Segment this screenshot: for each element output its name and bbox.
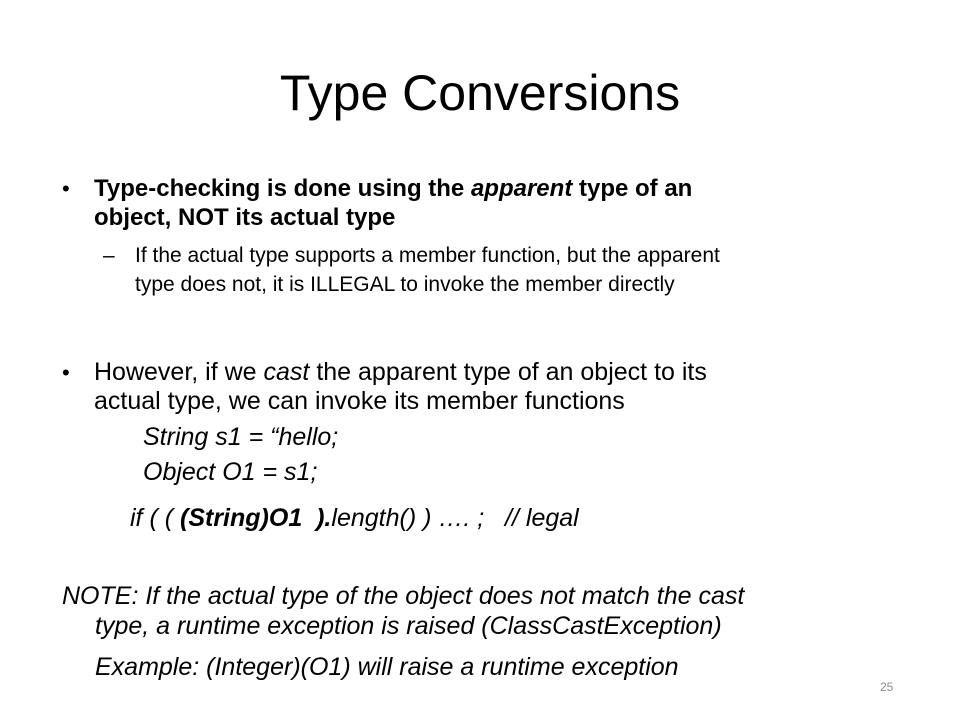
code-line2: Object O1 = s1; — [143, 458, 318, 486]
code-line1: String s1 = “hello; — [143, 423, 339, 451]
bullet2-emphasis: cast — [263, 358, 310, 386]
code-text: length() ) …. ; // legal — [331, 504, 579, 532]
bullet-marker: • — [62, 176, 70, 201]
page-number: 25 — [880, 680, 894, 694]
code-cast-highlight: (String)O1 ). — [180, 504, 332, 532]
sub-bullet-marker: – — [103, 244, 115, 267]
sub-bullet-line1: If the actual type supports a member function, but the apparent — [135, 244, 720, 267]
bullet1-emphasis: apparent — [470, 175, 573, 202]
sub-bullet-line2: type does not, it is ILLEGAL to invoke the member directly — [135, 273, 675, 296]
bullet2-text: However, if we — [94, 358, 264, 386]
bullet2-line2: actual type, we can invoke its member functions — [94, 387, 625, 415]
bullet-marker: • — [62, 360, 70, 385]
bullet1-line2: object, NOT its actual type — [94, 204, 396, 231]
bullet2-line1 — [94, 357, 707, 387]
code-line3 — [130, 503, 579, 533]
bullet2-text: the apparent type of an object to its — [309, 358, 707, 386]
note-line2: type, a runtime exception is raised (ClassCastException) — [95, 612, 722, 640]
bullet1-text: type of an — [572, 175, 693, 202]
bullet1-line1 — [94, 174, 692, 203]
note-example: Example: (Integer)(O1) will raise a runtime exception — [95, 653, 679, 681]
slide-title: Type Conversions — [279, 65, 681, 121]
note-line1: NOTE: If the actual type of the object does not match the cast — [62, 582, 745, 610]
code-text: if ( ( — [130, 504, 180, 532]
bullet1-text: Type-checking is done using the — [94, 175, 471, 202]
